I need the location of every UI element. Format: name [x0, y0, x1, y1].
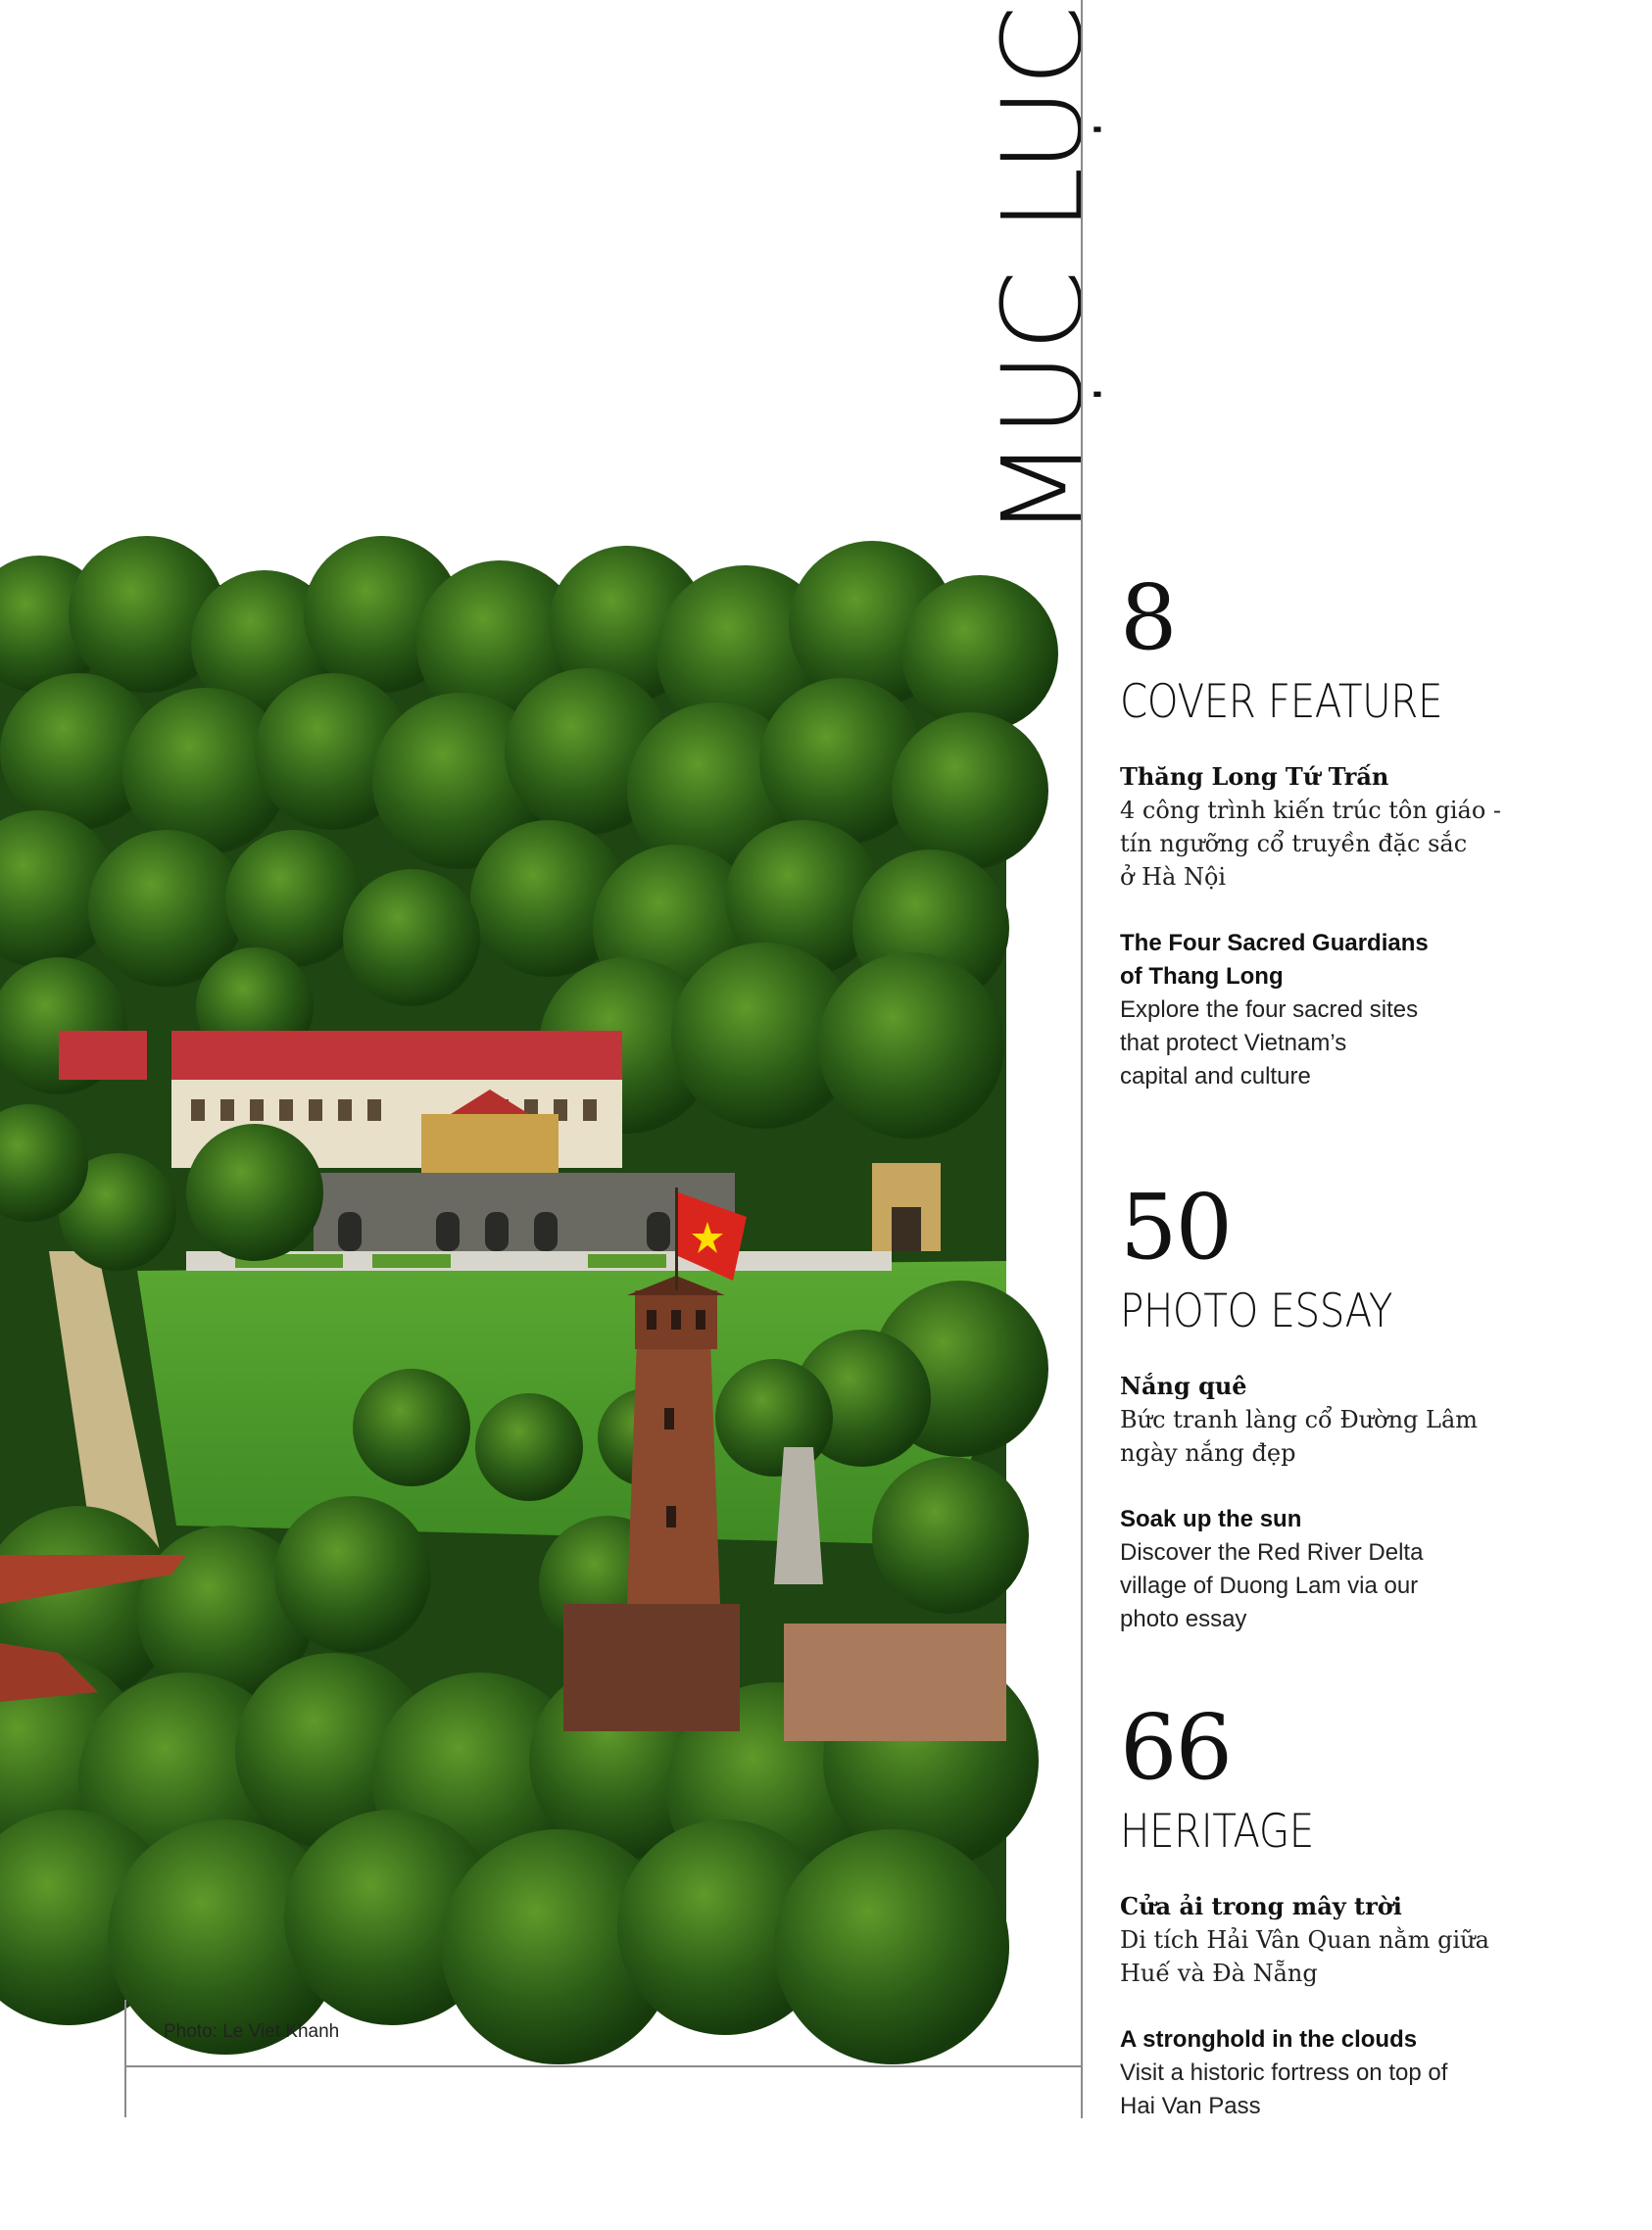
article-desc-en: Discover the Red River Delta village of Duong Lam via our photo essay — [1120, 1539, 1424, 1632]
article-desc-vi: 4 công trình kiến trúc tôn giáo - tín ngưỡng cổ truyền đặc sắc ở Hà Nội — [1120, 797, 1502, 891]
article-title-vi[interactable]: Nắng quê — [1120, 1372, 1247, 1400]
article-desc-en: Explore the four sacred sites that protect Vietnam’s capital and culture — [1120, 996, 1419, 1090]
article-title-vi[interactable]: Cửa ải trong mây trời — [1120, 1892, 1402, 1920]
page-number[interactable]: 66 — [1120, 1695, 1232, 1800]
article-title-en[interactable]: The Four Sacred Guardians of Thang Long — [1120, 930, 1429, 990]
page-number[interactable]: 50 — [1120, 1175, 1232, 1280]
page-number[interactable]: 8 — [1120, 565, 1176, 670]
article-desc-vi: Bức tranh làng cổ Đường Lâm ngày nắng đẹp — [1120, 1406, 1479, 1467]
section-label: PHOTO ESSAY — [1120, 1285, 1393, 1338]
article-desc-en: Visit a historic fortress on top of Hai Van Pass — [1120, 2060, 1448, 2119]
toc-section-photo-essay — [1120, 1175, 1629, 1636]
credit-divider — [124, 2000, 126, 2117]
article-desc-vi: Di tích Hải Vân Quan nằm giữa Huế và Đà Nẵng — [1120, 1926, 1489, 1987]
toc-section-heritage — [1120, 1695, 1629, 2123]
column-divider — [1081, 0, 1083, 2118]
article-title-en[interactable]: Soak up the sun — [1120, 1506, 1302, 1532]
page-title-text: MỤC LỤC — [980, 39, 1107, 539]
section-label: HERITAGE — [1120, 1805, 1314, 1859]
photo-credit — [124, 2000, 1082, 2117]
page-title — [973, 0, 1107, 549]
credit-rule — [124, 2065, 1082, 2067]
article-title-vi[interactable]: Thăng Long Tứ Trấn — [1120, 762, 1389, 791]
article-title-en[interactable]: A stronghold in the clouds — [1120, 2026, 1418, 2053]
toc-section-cover-feature — [1120, 565, 1629, 1093]
photo-credit-text: Photo: Le Viet Khanh — [164, 2021, 340, 2042]
cover-photo — [0, 585, 1006, 1970]
section-label: COVER FEATURE — [1120, 675, 1443, 729]
